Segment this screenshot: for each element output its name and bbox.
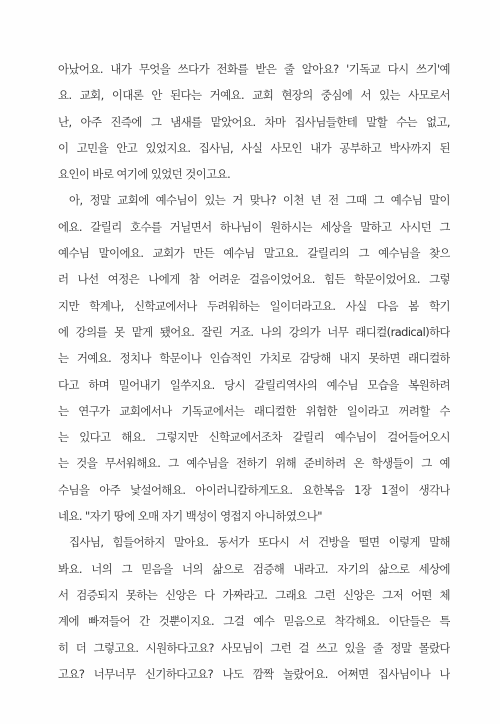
text-line: 히 더 그렇고요. 시원하다고요? 사모님이 그런 걸 쓰고 있을 줄 정말 몰랐다 (58, 640, 450, 655)
text-line: 아, 정말 교회에 예수님이 있는 거 맞나? 이천 년 전 그때 그 예수님 말이 (69, 193, 450, 208)
text-line: 수님을 아주 낯설어해요. 아이러니칼하게도요. 요한복음 1장 1절이 생각나 (58, 482, 450, 497)
text-line: 지만 학계나, 신학교에서나 두려워하는 일이더라고요. 사실 다음 봄 학기 (58, 298, 450, 313)
text-line: 난, 아주 진즉에 그 냄새를 맡았어요. 차마 집사님들한테 말할 수는 없고, (58, 114, 450, 129)
text-line: 러 나선 여정은 나에게 참 어려운 걸음이었어요. 힘든 학문이었어요. 그렇 (58, 272, 450, 287)
text-line: 요인이 바로 여기에 있었던 것이고요. (58, 167, 231, 182)
text-line: 아났어요. 내가 무엇을 쓰다가 전화를 받은 줄 알아요? '기독교 다시 쓰기'예 (58, 62, 450, 76)
text-line: 는 거예요. 정치나 학문이나 인습적인 가치로 감당해 내지 못하면 래디컬하 (58, 351, 450, 366)
text-line: 는 것을 무서워해요. 그 예수님을 전하기 위해 준비하려 온 학생들이 그 예 (58, 456, 450, 471)
text-line: 다고 하며 밀어내기 일쑤지요. 당시 갈릴리역사의 예수님 모습을 복원하려 (58, 377, 450, 392)
text-line: 고요? 너무너무 신기하다고요? 나도 깜짝 놀랐어요. 어쩌면 집사님이나 나 (58, 666, 450, 681)
body-text (58, 56, 450, 687)
text-line: 는 연구가 교회에서나 기독교에서는 래디컬한 위험한 일이라고 꺼려할 수 (58, 403, 450, 418)
text-line: 서 검증되지 못하는 신앙은 다 가짜라고. 그래요 그런 신앙은 그저 어떤 체 (58, 587, 450, 602)
text-line: 에 강의를 못 맡게 됐어요. 잘린 거죠. 나의 강의가 너무 래디컬(radical)하다 (58, 324, 450, 339)
text-line: 집사님, 힘들어하지 말아요. 동서가 또다시 서 건방을 떨면 이렇게 말해 (69, 535, 450, 550)
text-line: 봐요. 너의 그 믿음을 너의 삶으로 검증해 내라고. 자기의 삶으로 세상에 (58, 561, 450, 576)
text-line: 예수님 말이에요. 교회가 만든 예수님 말고요. 갈릴리의 그 예수님을 찾으 (58, 246, 450, 261)
text-line: 에요. 갈릴리 호수를 거닐면서 하나님이 원하시는 세상을 말하고 사시던 그 (58, 219, 450, 234)
text-line: 네요. "자기 땅에 오매 자기 백성이 영접지 아니하였으나" (58, 509, 322, 524)
text-line: 계에 빠져들어 간 것뿐이지요. 그걸 예수 믿음으로 착각해요. 이단들은 특 (58, 614, 450, 629)
text-line: 는 있다고 해요. 그렇지만 신학교에서조차 갈릴리 예수님이 걸어들어오시 (58, 430, 450, 445)
text-line: 요. 교회, 이대론 안 된다는 거예요. 교회 현장의 중심에 서 있는 사모로서 (58, 88, 450, 103)
text-line: 이 고민을 안고 있었지요. 집사님, 사실 사모인 내가 공부하고 박사까지 된 (58, 140, 450, 155)
